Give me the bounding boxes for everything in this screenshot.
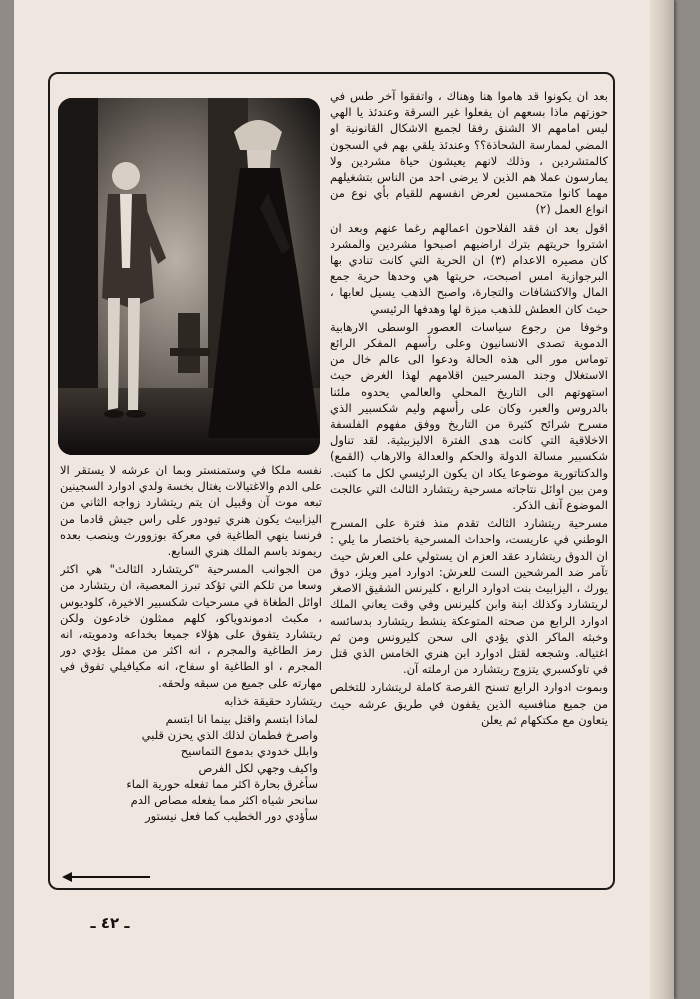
stage-photo-illustration (58, 98, 320, 455)
paragraph: وبموت ادوارد الرابع تسنح الفرصة كاملة لريتشارد للتخلص من جميع منافسيه الذين يقفون في طريق عرشه حيث يتعاون مع مكتكهام ثم يعلن (330, 680, 608, 727)
paragraph: اقول بعد ان فقد الفلاحون اعمالهم رغما عنهم وبعد ان اشتروا حريتهم بترك اراضيهم اصبحوا مشردين والمشرد كان مصيره الاعدام (٣) ان الحرية التي كانت تنادي بها البرجوازية امس اصبحت، حريتها هي وحدها حرية جمع المال والاكتشافات والتجارة، واصبح الذهب يسيل لعابها ، حيث كان العطش للذهب ميزة لها وهدفها الرئيسي (330, 220, 608, 316)
paragraph: مسرحية ريتشارد الثالث تقدم منذ فترة على المسرح الوطني في عاريست، واحداث المسرحية باختصار ما يلي : ان الدوق ريتشارد عقد العزم ان يستولي على العرش حيث تآمر ضد المرشحين الست للعرش: ادوارد امير ويلز، دوق يورك ، اليزابيث بنت ادوارد الرابع ، كليرنس الشقيق الاصغر لريتشارد وكذلك ابنة وابن كليرنس وفي وقت يعاني الملك ادوارد الرابع من صحته المتوعكة ينشط ريتشارد بدسائسه وخبثه الماكر الذي يؤدي الى سحن كليرونس ومن ثم اغتياله. وشجعه لقتل ادوارد ابن هنري الخامس الذي قتل في تاوكسبري يتزوج ريتشارد من ارملته آن. (330, 516, 608, 677)
verse-line: وابلل خدودي بدموع التماسيح (180, 744, 318, 759)
page-number: ـ ٤٢ ـ (90, 914, 130, 932)
continue-arrow-icon (62, 871, 152, 883)
article-left-column (60, 462, 322, 882)
verse-line: لماذا ابتسم واقتل بينما انا ابتسم (165, 712, 318, 727)
verse-line: سأؤدي دور الخطيب كما فعل نيستور (145, 809, 318, 824)
article-right-column (330, 88, 608, 883)
paragraph: نفسه ملكا في وستمنستر وبما ان عرشه لا يستقر الا على الدم والاغتيالات يغتال بخسة ولدي ادوارد السجينين تبعه موت آن وقبيل ان يتم ريتشارد زواجه الثاني من اليزابيث يكون هنري تيودور على راس جيش قادما من فرنسا ينهي الطاغية في معركة بوزوورث وينصب بعده ريموند باسم الملك هنري السابع. (60, 463, 322, 559)
paragraph: وخوفا من رجوع سياسات العصور الوسطى الارهابية الدموية تصدى الانسانيون وعلى رأسهم المفكر الرائع توماس مور الى هذه الحالة ودعوا الى عالم خال من الاستغلال وجند المسرحيين اقلامهم لهذا الغرض حيث استهوتهم الى التاريخ المحلي والعالمي يحدوه ملئنا بالدروس والعبر، وكان على رأسهم وليم شكسبير الذي مسرح شرائح كثيرة من التاريخ ووفق مفهوم الفلسفة الاخلاقية التي كانت هدى الفترة الاليزبيثية. لقد تناول شكسبير مسالة الدولة والحكم والعدالة والارهاب (القمع) والدكتاتورية موضوعا يكاد ان يكون الرئيسي لكل ما كتبت. ومن بين اوائل نتاجاته مسرحية ريتشارد الثالث التي عالجت الموضوع آنف الذكر. (330, 319, 608, 513)
paragraph: ريتشارد حقيقة خذابه (223, 693, 322, 708)
verse-line: سانحر شياه اكثر مما يفعله مصاص الدم (130, 793, 318, 808)
page-edge (650, 0, 674, 999)
verse-line: واكيف وجهي لكل الفرص (198, 760, 318, 775)
verse-line: سأغرق بحارة اكثر مما تفعله حورية الماء (126, 776, 318, 791)
theatre-scene-photo (58, 98, 320, 455)
verse-line: واصرخ فطمان لذلك الذي يحزن قلبي (141, 728, 318, 743)
paragraph: من الجوانب المسرحية "كريتشارد الثالث" هي اكثر وسعا من تلكم التي تؤكد تبرز المعصية، ان ريتشارد من اوائل الطغاة في مسرحيات شكسبير الاخيرة، كلوديوس ، مكبث ادموندوياكو، كلهم ممثلون خادعون ولكن ريتشارد يتفوق على هؤلاء جميعا بخداعه ودمويته، انه رمز الطاغية والمجرم ، انه اكثر من ممثل يؤدي دور المجرم ، او الطاغية او سفاح، انه مكيافيلي تفوق في مهارته على جميع من سبقه ولحقه. (60, 562, 322, 690)
paragraph: بعد ان يكونوا قد هاموا هنا وهناك ، واتفقوا آخر طس في حوزتهم ماذا بسعهم ان يفعلوا غير السرقة وعندئذ يا الهي ليس امامهم الا الشنق رفقا لجميع الاشكال القانونية او المضي لممارسة الشحاذة؟؟ وعندئذ يلقي بهم في السجون كالمتشردين ، وذلك لانهم يعيشون حياة مشردين ولا يمارسون عملا هم الذين لا يرضى احد من الناس بتشغيلهم مهما كانوا متحمسين لعرض انفسهم للقيام بأي نوع من انواع العمل (٢) (330, 89, 608, 217)
